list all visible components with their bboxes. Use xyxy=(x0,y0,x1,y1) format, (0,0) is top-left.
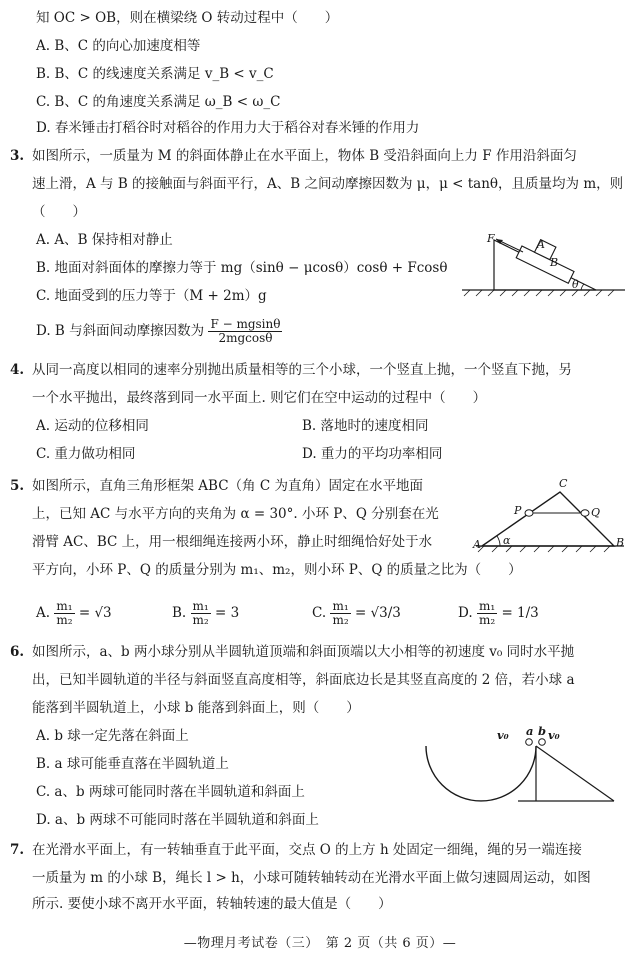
q6-fig-label-v0-left: v₀ xyxy=(497,728,509,742)
q7-stem-3: 所示. 要使小球不离开水平面，转轴转速的最大值是（ ） xyxy=(32,896,392,912)
q5-option-d-num: m₁ xyxy=(478,599,496,613)
q5-number: 5. xyxy=(10,478,25,494)
q6-option-a: A. b 球一定先落在斜面上 xyxy=(36,728,189,744)
q5-option-d-den: m₂ xyxy=(478,613,496,627)
q7-number: 7. xyxy=(10,842,25,858)
q3-fig-label-b: B xyxy=(550,256,559,269)
q5-option-b-fraction xyxy=(191,600,211,627)
q2-option-a: A. B、C 的向心加速度相等 xyxy=(36,38,201,54)
q3-incline-figure xyxy=(460,228,630,298)
q5-option-b-den: m₂ xyxy=(192,613,209,627)
q5-option-c-num: m₁ xyxy=(332,599,349,613)
q3-option-a: A. A、B 保持相对静止 xyxy=(36,232,173,248)
q6-stem-2: 出，已知半圆轨道的半径与斜面竖直高度相等，斜面底边长是其竖直高度的 2 倍，若小球 a xyxy=(32,672,575,688)
q5-option-d-fraction xyxy=(477,600,497,627)
q5-fig-label-b: B xyxy=(616,536,625,549)
q5-option-d-rhs: = 1/3 xyxy=(501,605,539,621)
q2-option-b: B. B、C 的线速度关系满足 v_B < v_C xyxy=(36,66,274,82)
q6-option-b: B. a 球可能垂直落在半圆轨道上 xyxy=(36,756,229,772)
q5-option-d-label: D. xyxy=(458,605,473,621)
q5-triangle-figure xyxy=(470,472,630,554)
q5-stem-2: 上，已知 AC 与水平方向的夹角为 α = 30°. 小环 P、Q 分别套在光 xyxy=(32,506,439,522)
q6-number: 6. xyxy=(10,644,25,660)
page-footer: —物理月考试卷（三） 第 2 页（共 6 页）— xyxy=(183,936,457,951)
q5-option-a-rhs: = √3 xyxy=(78,605,112,621)
q6-fig-label-a: a xyxy=(526,724,534,738)
q4-option-a: A. 运动的位移相同 xyxy=(36,418,149,434)
q7-stem-1: 在光滑水平面上，有一转轴垂直于此平面，交点 O 的上方 h 处固定一细绳，绳的另一端连接 xyxy=(32,842,582,858)
q2-stem-tail: 知 OC > OB，则在横梁绕 O 转动过程中（ ） xyxy=(36,10,339,26)
q5-fig-label-p: P xyxy=(514,504,522,517)
q5-option-a xyxy=(36,596,112,630)
q5-option-a-fraction xyxy=(54,600,74,627)
q3-option-d-denominator: 2mgcosθ xyxy=(218,331,273,345)
q4-option-d: D. 重力的平均功率相同 xyxy=(302,446,443,462)
q3-fig-label-f: F xyxy=(487,232,495,245)
q6-fig-label-v0-right: v₀ xyxy=(548,728,560,742)
q5-option-a-den: m₂ xyxy=(56,613,73,627)
q2-option-c: C. B、C 的角速度关系满足 ω_B < ω_C xyxy=(36,94,281,110)
q3-stem-2: 速上滑，A 与 B 的接触面与斜面平行，A、B 之间动摩擦因数为 μ，μ < tanθ，且质量均为 m，则 xyxy=(32,176,624,192)
q5-option-c xyxy=(312,596,401,630)
q7-stem-2: 一质量为 m 的小球 B，绳长 l > h，小球可随转轴转动在光滑水平面上做匀速圆周运动，如图 xyxy=(32,870,591,886)
q5-option-a-label: A. xyxy=(36,605,51,621)
q4-stem-1: 从同一高度以相同的速率分别抛出质量相等的三个小球，一个竖直上抛，一个竖直下抛，另 xyxy=(32,362,572,378)
q3-option-b: B. 地面对斜面体的摩擦力等于 mg（sinθ − μcosθ）cosθ + Fcosθ xyxy=(36,260,448,276)
q5-fig-label-a: A xyxy=(473,538,481,551)
q3-option-d-prefix: D. B 与斜面间动摩擦因数为 xyxy=(36,323,205,339)
q5-fig-label-c: C xyxy=(559,477,568,490)
q6-stem-1: 如图所示，a、b 两小球分别从半圆轨道顶端和斜面顶端以大小相等的初速度 v₀ 同时水平抛 xyxy=(32,644,575,660)
q4-stem-2: 一个水平抛出，最终落到同一水平面上. 则它们在空中运动的过程中（ ） xyxy=(32,390,487,406)
q3-number: 3. xyxy=(10,148,25,164)
q5-option-c-label: C. xyxy=(312,605,327,621)
q6-option-c: C. a、b 两球可能同时落在半圆轨道和斜面上 xyxy=(36,784,305,800)
q6-fig-label-b: b xyxy=(538,724,547,738)
q5-stem-4: 平方向，小环 P、Q 的质量分别为 m₁、m₂，则小环 P、Q 的质量之比为（ ） xyxy=(32,562,522,578)
q3-option-d xyxy=(36,314,282,348)
q5-fig-label-q: Q xyxy=(591,506,601,519)
q3-option-d-numerator: F − mgsinθ xyxy=(210,317,281,331)
q5-option-c-rhs: = √3/3 xyxy=(354,605,401,621)
q5-option-c-den: m₂ xyxy=(332,613,349,627)
q6-option-d: D. a、b 两球不可能同时落在半圆轨道和斜面上 xyxy=(36,812,319,828)
q3-option-d-fraction xyxy=(208,318,282,345)
q5-option-b-label: B. xyxy=(172,605,187,621)
q3-fig-label-a: A xyxy=(537,238,545,251)
q5-stem-3: 滑臂 AC、BC 上，用一根细绳连接两小环，静止时细绳恰好处于水 xyxy=(32,534,433,550)
q5-option-b-rhs: = 3 xyxy=(215,605,240,621)
q4-number: 4. xyxy=(10,362,25,378)
q5-stem-1: 如图所示，直角三角形框架 ABC（角 C 为直角）固定在水平地面 xyxy=(32,478,423,494)
q3-option-c: C. 地面受到的压力等于（M + 2m）g xyxy=(36,288,267,304)
q4-option-c: C. 重力做功相同 xyxy=(36,446,136,462)
q5-fig-label-alpha: α xyxy=(503,534,511,547)
q5-option-a-num: m₁ xyxy=(56,599,73,613)
q2-option-d: D. 春米锤击打稻谷时对稻谷的作用力大于稻谷对春米锤的作用力 xyxy=(36,120,420,136)
q4-option-b: B. 落地时的速度相同 xyxy=(302,418,429,434)
q6-semicircle-incline-figure xyxy=(418,724,618,808)
q5-option-b-num: m₁ xyxy=(192,599,209,613)
q3-fig-label-theta: θ xyxy=(572,278,579,291)
q5-option-d xyxy=(458,596,539,630)
q3-stem-1: 如图所示，一质量为 M 的斜面体静止在水平面上，物体 B 受沿斜面向上力 F 作用沿斜面匀 xyxy=(32,148,577,164)
q6-stem-3: 能落到半圆轨道上，小球 b 能落到斜面上，则（ ） xyxy=(32,700,360,716)
q5-option-c-fraction xyxy=(330,600,350,627)
q5-option-b xyxy=(172,596,239,630)
q3-stem-3: （ ） xyxy=(32,204,86,220)
